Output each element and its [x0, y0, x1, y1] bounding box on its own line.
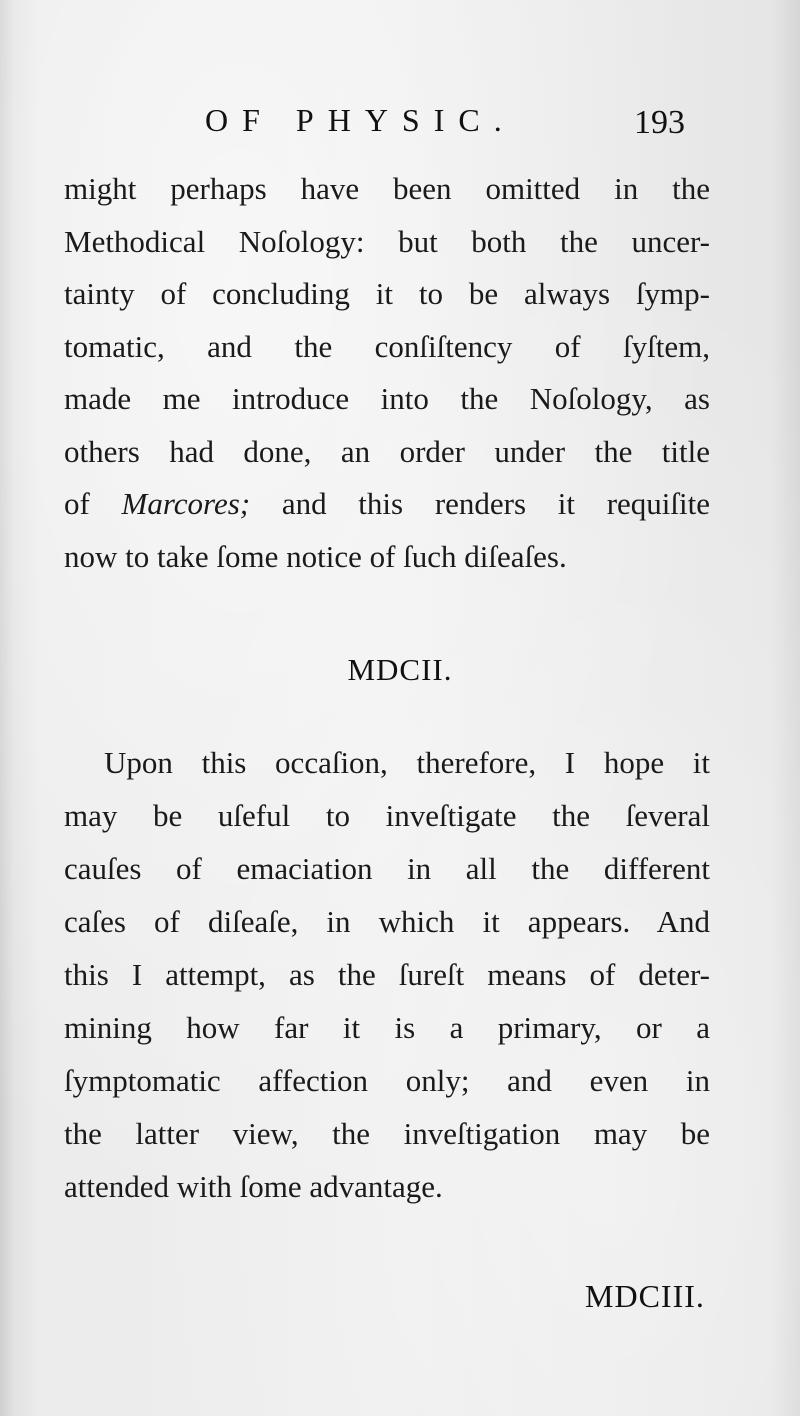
- text-line: this I attempt, as the ſureſt means of deter-: [64, 957, 710, 992]
- running-head-title: OF PHYSIC.: [205, 102, 516, 138]
- text-line-with-italic: [64, 478, 710, 531]
- paragraph-2: [64, 736, 710, 1213]
- text-line: cauſes of emaciation in all the different: [64, 851, 710, 886]
- text-line: may be uſeful to inveſtigate the ſeveral: [64, 798, 710, 833]
- text-line: Methodical Noſology: but both the uncer-: [64, 223, 710, 259]
- text-fragment: and this renders it requiſite: [281, 486, 710, 521]
- text-line: mining how far it is a primary, or a: [64, 1010, 710, 1045]
- text-line: tomatic, and the conſiſtency of ſyſtem,: [64, 328, 710, 364]
- page-number: 193: [634, 104, 685, 141]
- running-head: [0, 100, 800, 150]
- paragraph-1: [64, 163, 710, 583]
- italic-term: Marcores;: [121, 486, 251, 521]
- text-line: ſymptomatic affection only; and even in: [64, 1063, 710, 1098]
- text-line: tainty of concluding it to be always ſymp-: [64, 276, 710, 311]
- text-line: caſes of diſeaſe, in which it appears. And: [64, 904, 710, 939]
- text-line: Upon this occaſion, therefore, I hope it: [104, 745, 710, 780]
- text-fragment: of: [64, 486, 90, 521]
- text-line: might perhaps have been omitted in the: [64, 171, 710, 206]
- text-line: made me introduce into the Noſology, as: [64, 381, 710, 416]
- text-line: the latter view, the inveſtigation may be: [64, 1116, 710, 1151]
- next-section-heading: MDCIII.: [585, 1278, 705, 1314]
- text-line: now to take ſome notice of ſuch diſeaſes.: [64, 538, 567, 574]
- text-line: attended with ſome advantage.: [64, 1169, 443, 1204]
- section-heading: MDCII.: [347, 652, 453, 687]
- text-line: others had done, an order under the title: [64, 433, 710, 469]
